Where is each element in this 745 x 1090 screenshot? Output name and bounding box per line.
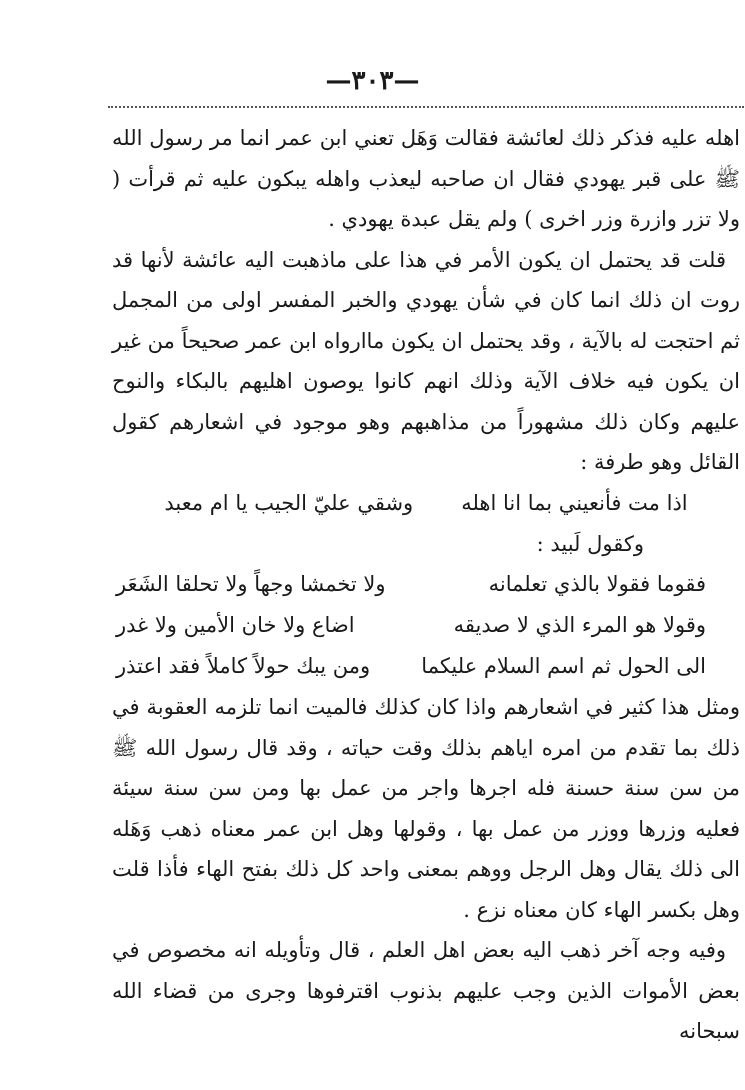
text-line: روت ان ذلك انما كان في شأن يهودي والخبر المفسر اولى من المجمل ثم احتجت: [112, 288, 740, 353]
verse-labid-1: [112, 564, 740, 605]
text-line: الأموات الذين وجب عليهم بذنوب اقترفوها وجرى من قضاء الله سبحانه: [112, 978, 740, 1043]
verse-tarafa: [112, 483, 740, 524]
text-line: وفيه وجه آخر ذهب اليه بعض اهل العلم ، قال وتأويله انه مخصوص في بعض: [112, 938, 740, 1003]
paragraph: [112, 930, 740, 1052]
verse-second-hemistich: ومن يبك حولاً كاملاً فقد اعتذر: [116, 654, 371, 678]
paragraph: [112, 240, 740, 483]
text-line: على قبر يهودي فقال ان صاحبه ليعذب واهله يبكون عليه ثم قرأت ( ولا: [112, 166, 740, 231]
page-body: [112, 118, 740, 1052]
paragraph: [112, 118, 740, 240]
text-line: خلاف الآية وذلك انهم كانوا يوصون اهليهم بالبكاء والنوح عليهم وكان: [112, 369, 740, 434]
verse-intro-labid: وكقول لَبيد :: [536, 531, 644, 556]
header-divider: [108, 106, 744, 108]
paragraph: [112, 687, 740, 930]
verse-second-hemistich: ولا تخمشا وجهاً ولا تحلقا الشَعَر: [116, 572, 386, 596]
text-line: تزر وازرة وزر اخرى ) ولم يقل عبدة يهودي .: [328, 207, 712, 231]
page-number: —٣٠٣—: [325, 66, 420, 96]
verse-second-hemistich: اضاع ولا خان الأمين ولا غدر: [116, 613, 355, 637]
text-line: بما تقدم من امره اياهم بذلك وقت حياته ، وقد قال رسول الله ﷺ من سن: [112, 735, 740, 800]
text-line: ذلك مشهوراً من مذاهبهم وهو موجود في اشعارهم كقول القائل وهو طرفة :: [112, 409, 740, 474]
text-line: من عمل بها ، وقولها وهل ابن عمر معناه ذهب وَهَله الى ذلك يقال وهل الرجل: [112, 816, 740, 881]
text-line: اهله عليه فذكر ذلك لعائشة فقالت وَهَل تعني ابن عمر انما مر رسول الله ﷺ: [112, 126, 740, 191]
text-line: له بالآية ، وقد يحتمل ان يكون ماارواه ابن عمر صحيحاً من غير ان يكون فيه: [112, 328, 740, 393]
text-line: سنة حسنة فله اجرها واجر من عمل بها ومن سن سنة سيئة فعليه وزرها ووزر: [112, 776, 740, 841]
verse-labid-3: [112, 646, 740, 687]
verse-second-hemistich: وشقي عليّ الجيب يا ام معبد: [164, 490, 414, 515]
verse-first-hemistich: وقولا هو المرء الذي لا صديقه: [453, 613, 706, 637]
text-line: قلت قد يحتمل ان يكون الأمر في هذا على ماذهبت اليه عائشة لأنها قد: [112, 247, 726, 272]
text-line: ومثل هذا كثير في اشعارهم واذا كان كذلك فالميت انما تلزمه العقوبة في ذلك: [112, 695, 740, 760]
verse-first-hemistich: فقوما فقولا بالذي تعلمانه: [488, 572, 706, 596]
verse-first-hemistich: اذا مت فأنعيني بما انا اهله: [461, 490, 688, 515]
verse-labid-2: [112, 605, 740, 646]
text-line: ووهم بمعنى واحد كل ذلك بفتح الهاء فأذا قلت وهل بكسر الهاء كان معناه نزع .: [112, 857, 740, 922]
verse-first-hemistich: الى الحول ثم اسم السلام عليكما: [421, 654, 706, 678]
